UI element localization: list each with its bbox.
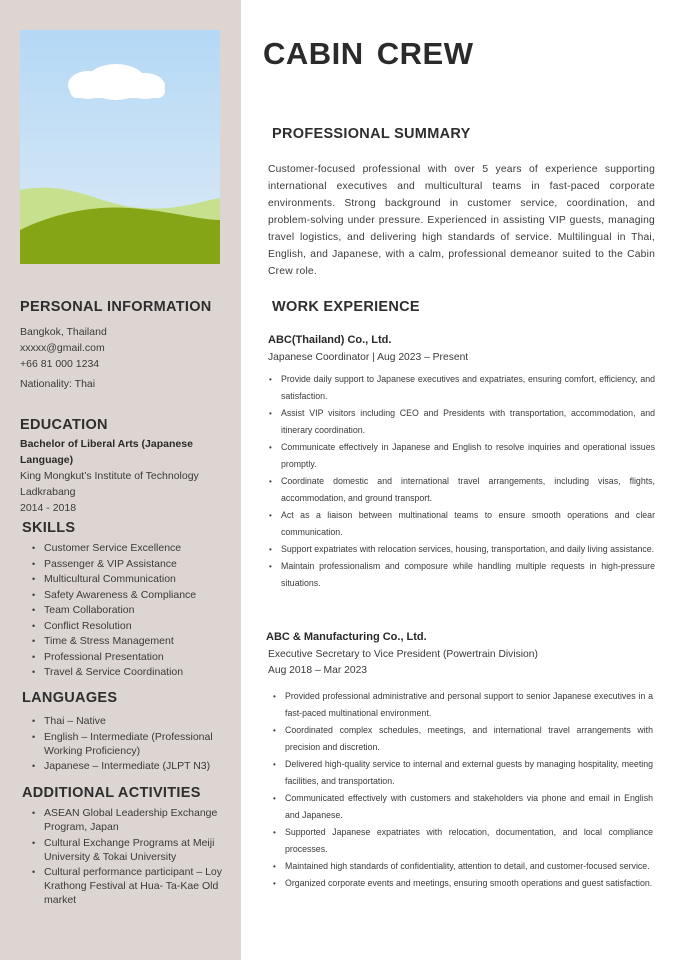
job-dates: Aug 2018 – Mar 2023 [268, 665, 368, 676]
summary-title: PROFESSIONAL SUMMARY [272, 126, 471, 142]
skills-title: SKILLS [22, 520, 76, 536]
landscape-image-icon [20, 30, 220, 264]
job-entry-2 [266, 631, 653, 892]
personal-information-section [20, 299, 235, 392]
activities-title: ADDITIONAL ACTIVITIES [22, 785, 201, 801]
skill-item: • Professional Presentation [22, 650, 237, 664]
skill-item: • Multicultural Communication [22, 572, 237, 586]
sidebar [0, 0, 241, 960]
skills-section [22, 520, 237, 681]
location-text: Bangkok, Thailand [20, 326, 107, 338]
work-experience-title: WORK EXPERIENCE [272, 299, 420, 315]
skill-item: • Conflict Resolution [22, 619, 237, 633]
education-years: 2014 - 2018 [20, 502, 77, 514]
languages-title: LANGUAGES [22, 690, 118, 706]
languages-list [22, 714, 217, 773]
language-item: • Japanese – Intermediate (JLPT N3) [22, 759, 217, 773]
phone-text: +66 81 000 1234 [20, 358, 100, 370]
nationality-text: Nationality: Thai [20, 378, 96, 390]
job-role: Executive Secretary to Vice President (Powertrain Division) [268, 649, 538, 660]
job-company: ABC & Manufacturing Co., Ltd. [266, 631, 427, 643]
summary-text: Customer-focused professional with over 5 years of experience supporting international executives and multicultural teams in fast-paced corporate environments. Strong background in customer service, coordination, and problem-solving under pressure. Experienced in assisting VIP guests, managing travel logistics, and delivering high standards of service. Multilingual in Thai, English, and Japanese, with a calm, professional demeanor suited to the Cabin Crew role. [268, 164, 655, 277]
language-item: • Thai – Native [22, 714, 217, 728]
languages-section [22, 690, 237, 775]
school-text-2: Ladkrabang [20, 486, 76, 498]
job-bullet: • Act as a liaison between multinational teams to ensure smooth operations and clear communication. [268, 507, 655, 541]
job-company: ABC(Thailand) Co., Ltd. [268, 334, 392, 346]
job-role: Japanese Coordinator | Aug 2023 – Present [268, 352, 469, 363]
activities-section [22, 785, 237, 909]
job-bullet: • Maintain professionalism and composure while handling multiple requests in high-pressure situations. [268, 558, 655, 592]
activities-list [22, 806, 229, 907]
page-title: CABIN CREW [263, 36, 474, 71]
job-bullet: • Support expatriates with relocation services, housing, transportation, and daily living assistance. [268, 541, 655, 558]
skill-item: • Team Collaboration [22, 603, 237, 617]
job-bullet: • Communicated effectively with customers and stakeholders via phone and email in English and Japanese. [272, 790, 653, 824]
degree-text: Bachelor of Liberal Arts (Japanese Language) [20, 438, 193, 466]
activity-item: • Cultural Exchange Programs at Meiji University & Tokai University [22, 836, 229, 864]
job-bullet: • Supported Japanese expatriates with relocation, documentation, and local compliance processes. [272, 824, 653, 858]
profile-photo-placeholder [20, 30, 220, 264]
job-bullet: • Communicate effectively in Japanese and English to resolve inquiries and operational issues promptly. [268, 439, 655, 473]
language-item: • English – Intermediate (Professional Working Proficiency) [22, 730, 217, 758]
skill-item: • Safety Awareness & Compliance [22, 588, 237, 602]
skill-item: • Passenger & VIP Assistance [22, 557, 237, 571]
job-bullet-list [266, 688, 653, 892]
school-text-1: King Mongkut’s Institute of Technology [20, 470, 199, 482]
job-bullet: • Delivered high-quality service to internal and external guests by managing hospitality, meeting facilities, and transportation. [272, 756, 653, 790]
job-bullet-list [268, 371, 655, 592]
personal-information-title: PERSONAL INFORMATION [20, 299, 212, 315]
email-text: xxxxx@gmail.com [20, 342, 105, 354]
job-bullet: • Coordinate domestic and international travel arrangements, including visas, flights, accommodation, and ground transport. [268, 473, 655, 507]
job-bullet: • Organized corporate events and meetings, ensuring smooth operations and guest satisfaction. [272, 875, 653, 892]
job-bullet: • Coordinated complex schedules, meetings, and international travel arrangements with precision and discretion. [272, 722, 653, 756]
job-bullet: • Provided professional administrative and personal support to senior Japanese executives in a fast-paced multinational environment. [272, 688, 653, 722]
skill-item: • Travel & Service Coordination [22, 665, 237, 679]
activity-item: • Cultural performance participant – Loy Krathong Festival at Hua- Ta-Kae Old market [22, 865, 229, 907]
job-entry-1 [268, 334, 655, 592]
job-bullet: • Maintained high standards of confidentiality, attention to detail, and customer-focused service. [272, 858, 653, 875]
education-title: EDUCATION [20, 417, 108, 433]
activity-item: • ASEAN Global Leadership Exchange Program, Japan [22, 806, 229, 834]
education-section [20, 417, 235, 516]
skill-item: • Customer Service Excellence [22, 541, 237, 555]
skill-item: • Time & Stress Management [22, 634, 237, 648]
skills-list [22, 541, 237, 679]
job-bullet: • Assist VIP visitors including CEO and Presidents with transportation, accommodation, and itinerary coordination. [268, 405, 655, 439]
job-bullet: • Provide daily support to Japanese executives and expatriates, ensuring comfort, efficiency, and satisfaction. [268, 371, 655, 405]
